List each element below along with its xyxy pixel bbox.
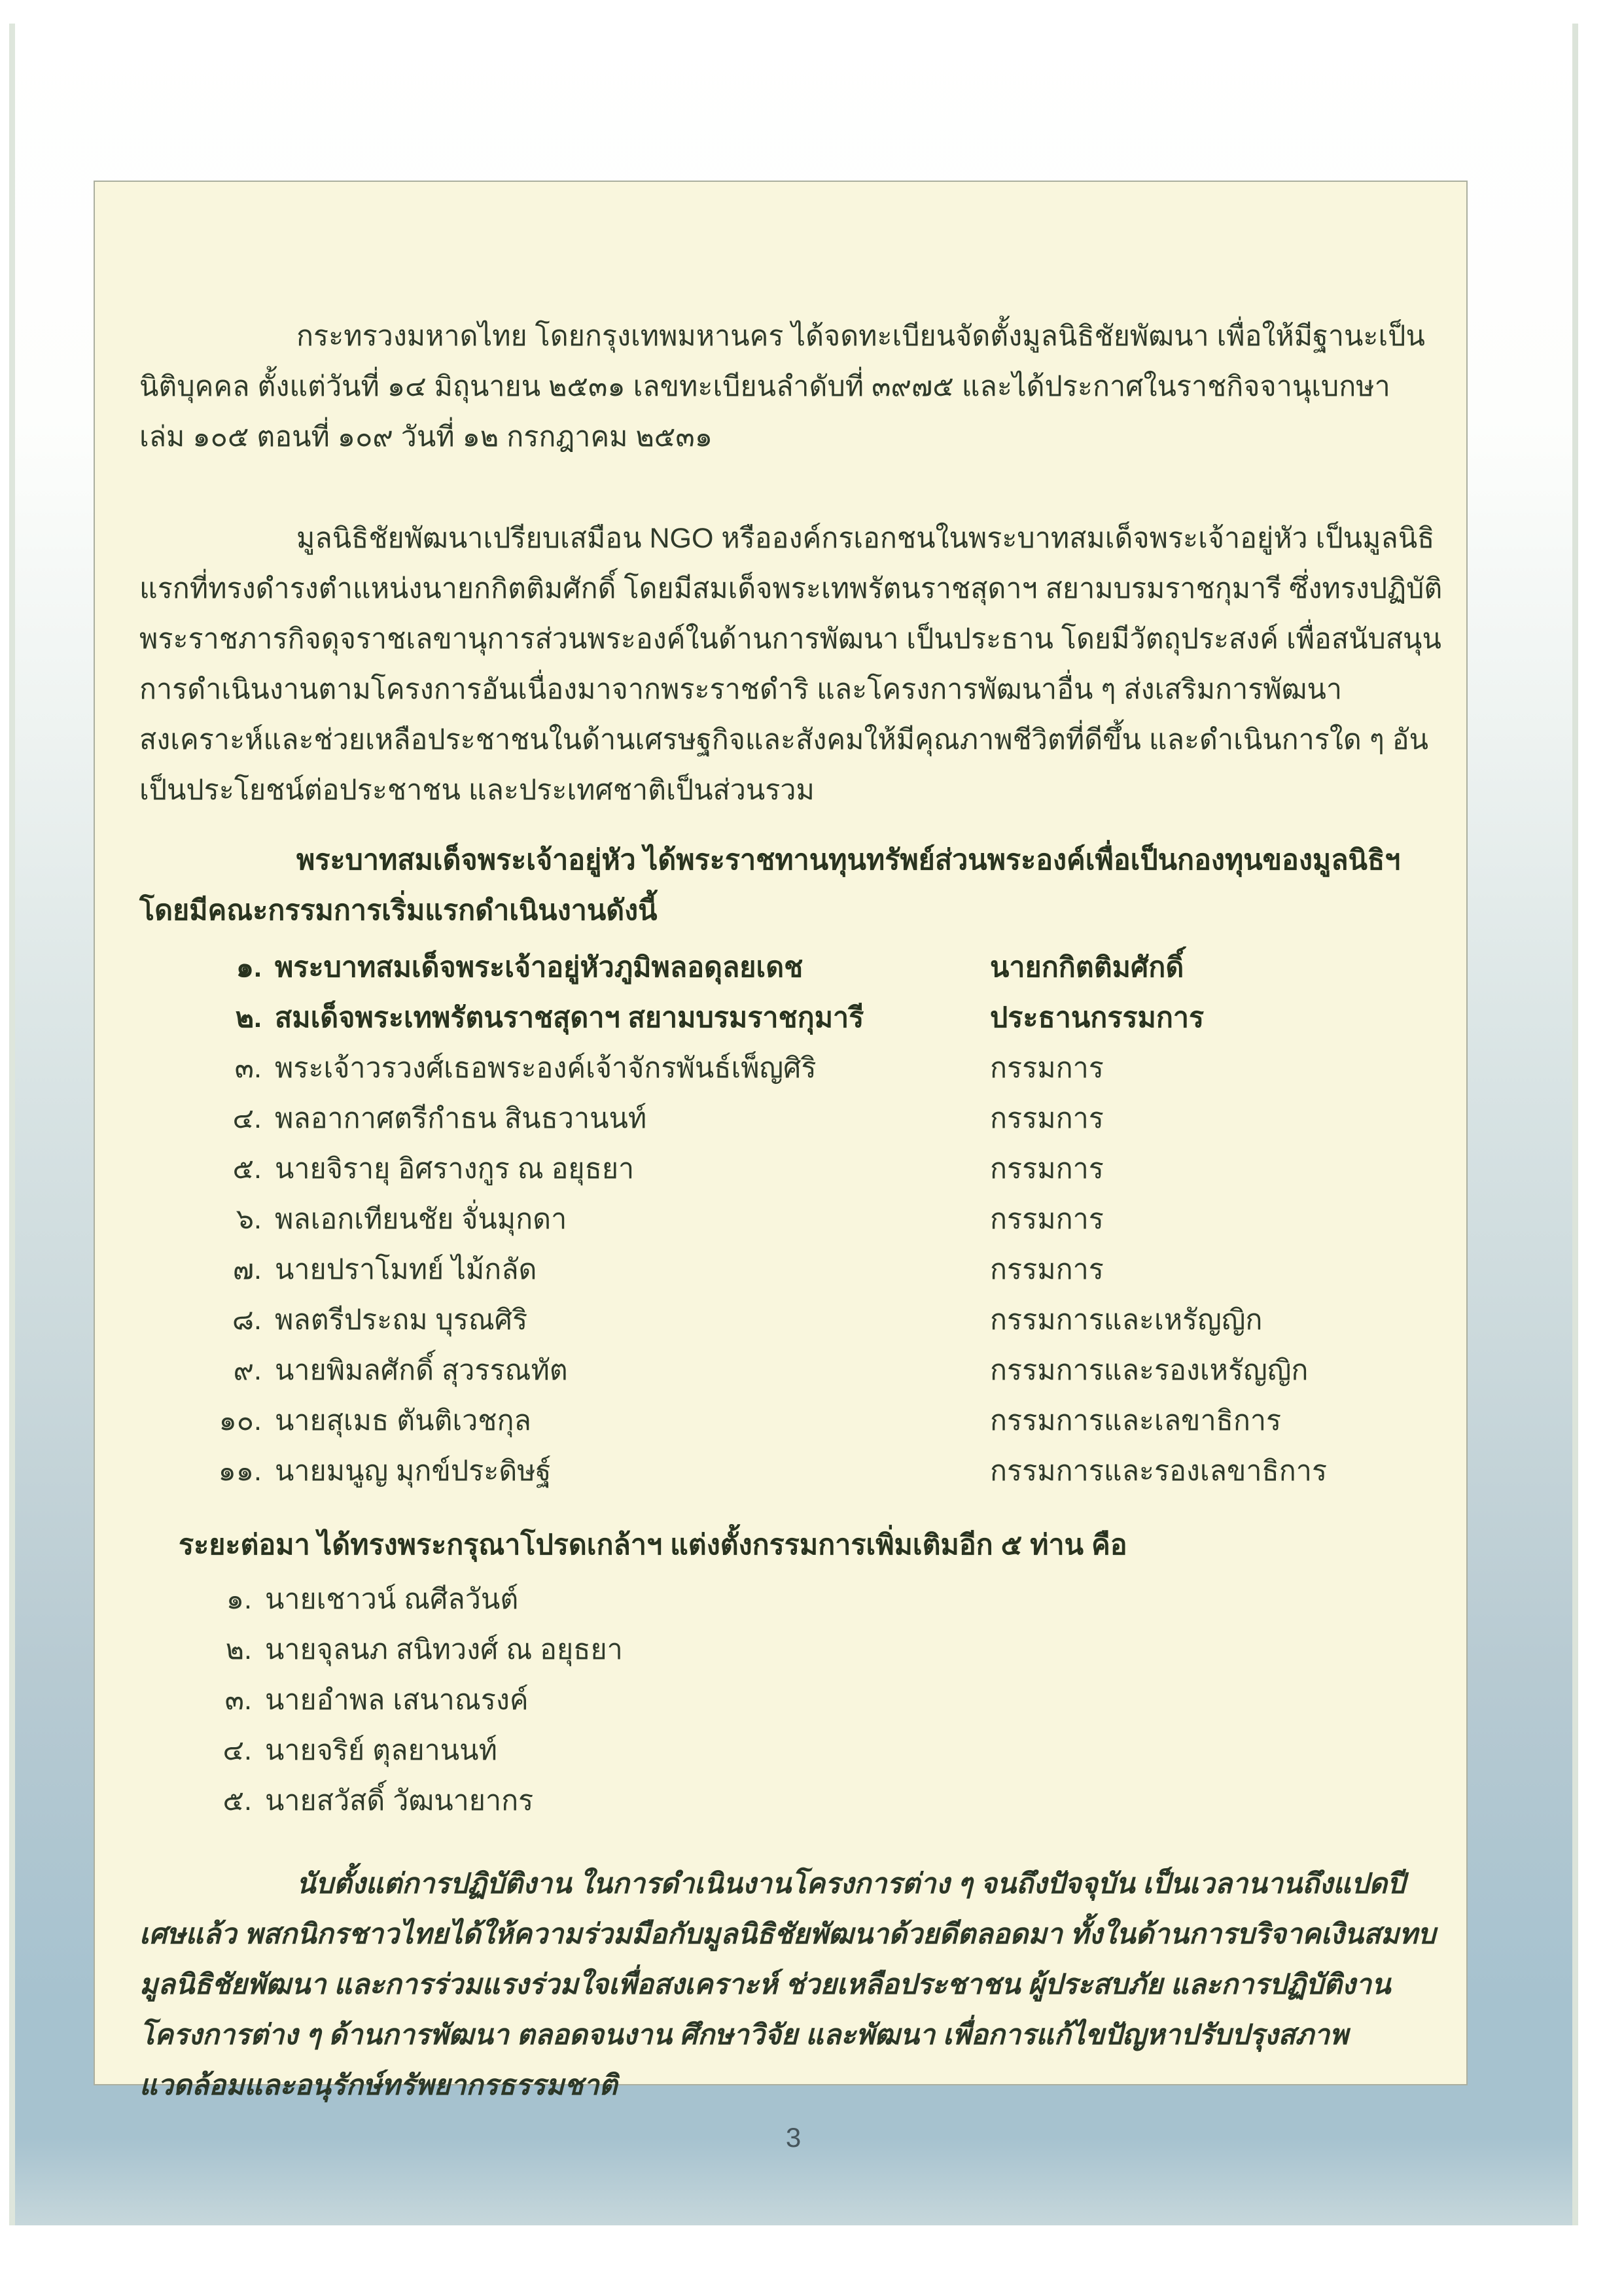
paragraph-fund-heading: พระบาทสมเด็จพระเจ้าอยู่หัว ได้พระราชทานทุนทรัพย์ส่วนพระองค์เพื่อเป็นกองทุนของมูลนิธิฯ โดยมีคณะกรรมการเริ่มแรกดำเนินงานดังนี้ — [139, 844, 1401, 926]
member-ordinal: ๒. — [225, 1634, 252, 1665]
committee-row — [139, 1144, 1443, 1194]
committee-row — [139, 1094, 1443, 1144]
committee-ordinal: ๖. — [236, 1204, 262, 1235]
committee-role: กรรมการ — [990, 1052, 1104, 1084]
committee-row — [139, 943, 1443, 993]
committee-role: ประธานกรรมการ — [990, 1002, 1205, 1034]
committee-role: กรรมการและเหรัญญิก — [990, 1304, 1263, 1336]
paragraph-closing: นับตั้งแต่การปฏิบัติงาน ในการดำเนินงานโครงการต่าง ๆ จนถึงปัจจุบัน เป็นเวลานานถึงแปดปีเศษแล้ว พสกนิกรชาวไทยได้ให้ความร่วมมือกับมูลนิธิชัยพัฒนาด้วยดีตลอดมา ทั้งในด้านการบริจาคเงินสมทบมูลนิธิชัยพัฒนา และการร่วมแรงร่วมใจเพื่อสงเคราะห์ ช่วยเหลือประชาชน ผู้ประสบภัย และการปฏิบัติงานโครงการต่าง ๆ ด้านการพัฒนา ตลอดจนงาน ศึกษาวิจัย และพัฒนา เพื่อการแก้ไขปัญหาปรับปรุงสภาพแวดล้อมและอนุรักษ์ทรัพยากรธรรมชาติ — [139, 1868, 1436, 2101]
committee-ordinal: ๕. — [232, 1153, 262, 1185]
committee-ordinal: ๑๑. — [218, 1455, 262, 1487]
committee-ordinal: ๙. — [233, 1355, 262, 1386]
member-ordinal: ๑. — [226, 1584, 252, 1615]
additional-member-row — [139, 1574, 1443, 1625]
committee-role: นายกกิตติมศักดิ์ — [990, 952, 1184, 983]
paragraph-registration: กระทรวงมหาดไทย โดยกรุงเทพมหานคร ได้จดทะเบียนจัดตั้งมูลนิธิชัยพัฒนา เพื่อให้มีฐานะเป็นนิติบุคคล ตั้งแต่วันที่ ๑๔ มิถุนายน ๒๕๓๑ เลขทะเบียนลำดับที่ ๓๙๗๕ และได้ประกาศในราชกิจจานุเบกษา เล่ม ๑๐๕ ตอนที่ ๑๐๙ วันที่ ๑๒ กรกฎาคม ๒๕๓๑ — [139, 321, 1425, 453]
committee-name: สมเด็จพระเทพรัตนราชสุดาฯ สยามบรมราชกุมารี — [275, 1002, 864, 1034]
additional-members-list — [139, 1574, 1443, 1826]
committee-row — [139, 1396, 1443, 1446]
committee-row — [139, 1245, 1443, 1295]
member-ordinal: ๕. — [222, 1785, 252, 1817]
paragraph-ngo: มูลนิธิชัยพัฒนาเปรียบเสมือน NGO หรือองค์กรเอกชนในพระบาทสมเด็จพระเจ้าอยู่หัว เป็นมูลนิธิแรกที่ทรงดำรงตำแหน่งนายกกิตติมศักดิ์ โดยมีสมเด็จพระเทพรัตนราชสุดาฯ สยามบรมราชกุมารี ซึ่งทรงปฏิบัติพระราชภารกิจดุจราชเลขานุการส่วนพระองค์ในด้านการพัฒนา เป็นประธาน โดยมีวัตถุประสงค์ เพื่อสนับสนุนการดำเนินงานตามโครงการอันเนื่องมาจากพระราชดำริ และโครงการพัฒนาอื่น ๆ ส่งเสริมการพัฒนา สงเคราะห์และช่วยเหลือประชาชนในด้านเศรษฐกิจและสังคมให้มีคุณภาพชีวิตที่ดีขึ้น และดำเนินการใด ๆ อันเป็นประโยชน์ต่อประชาชน และประเทศชาติเป็นส่วนรวม — [139, 523, 1443, 806]
additional-members-heading: ระยะต่อมา ได้ทรงพระกรุณาโปรดเกล้าฯ แต่งตั้งกรรมการเพิ่มเติมอีก ๕ ท่าน คือ — [179, 1529, 1127, 1561]
committee-name: พลเอกเทียนชัย จั่นมุกดา — [275, 1204, 567, 1235]
committee-ordinal: ๑. — [236, 952, 262, 983]
additional-member-row — [139, 1726, 1443, 1776]
committee-ordinal: ๓. — [234, 1052, 262, 1084]
member-name: นายสวัสดิ์ วัฒนายากร — [265, 1785, 534, 1817]
committee-role: กรรมการ — [990, 1254, 1104, 1285]
document-text-panel — [94, 181, 1468, 2101]
committee-role: กรรมการและรองเหรัญญิก — [990, 1355, 1309, 1386]
committee-role: กรรมการและเลขาธิการ — [990, 1405, 1282, 1436]
member-ordinal: ๔. — [222, 1735, 252, 1766]
member-name: นายจุลนภ สนิทวงศ์ ณ อยุธยา — [265, 1634, 623, 1665]
committee-row — [139, 993, 1443, 1043]
committee-name: นายมนูญ มุกข์ประดิษฐ์ — [275, 1455, 552, 1487]
committee-role: กรรมการ — [990, 1153, 1104, 1185]
committee-list — [139, 943, 1443, 1497]
member-ordinal: ๓. — [224, 1684, 252, 1716]
committee-name: พระบาทสมเด็จพระเจ้าอยู่หัวภูมิพลอดุลยเดช — [275, 952, 803, 983]
member-name: นายจริย์ ตุลยานนท์ — [265, 1735, 497, 1766]
committee-name: พลอากาศตรีกำธน สินธวานนท์ — [275, 1103, 647, 1134]
additional-member-row — [139, 1625, 1443, 1675]
committee-ordinal: ๒. — [235, 1002, 262, 1034]
committee-row — [139, 1295, 1443, 1346]
committee-name: พลตรีประถม บุรณศิริ — [275, 1304, 528, 1336]
additional-member-row — [139, 1675, 1443, 1726]
committee-name: นายปราโมทย์ ไม้กลัด — [275, 1254, 537, 1285]
page-number: 3 — [785, 2122, 802, 2153]
committee-row — [139, 1346, 1443, 1396]
committee-role: กรรมการและรองเลขาธิการ — [990, 1455, 1328, 1487]
additional-member-row — [139, 1776, 1443, 1826]
member-name: นายอำพล เสนาณรงค์ — [265, 1684, 529, 1716]
committee-name: พระเจ้าวรวงศ์เธอพระองค์เจ้าจักรพันธ์เพ็ญศิริ — [275, 1052, 817, 1084]
committee-ordinal: ๘. — [232, 1304, 262, 1336]
committee-row — [139, 1194, 1443, 1245]
committee-ordinal: ๑๐. — [219, 1405, 262, 1436]
committee-row — [139, 1043, 1443, 1094]
committee-name: นายจิรายุ อิศรางกูร ณ อยุธยา — [275, 1153, 635, 1185]
member-name: นายเชาวน์ ณศีลวันต์ — [265, 1584, 519, 1615]
committee-row — [139, 1446, 1443, 1497]
committee-ordinal: ๔. — [232, 1103, 262, 1134]
scanned-brochure-page — [9, 24, 1578, 2225]
committee-name: นายพิมลศักดิ์ สุวรรณทัต — [275, 1355, 568, 1386]
committee-name: นายสุเมธ ตันติเวชกุล — [275, 1405, 531, 1436]
committee-role: กรรมการ — [990, 1103, 1104, 1134]
committee-role: กรรมการ — [990, 1204, 1104, 1235]
committee-ordinal: ๗. — [232, 1254, 262, 1285]
